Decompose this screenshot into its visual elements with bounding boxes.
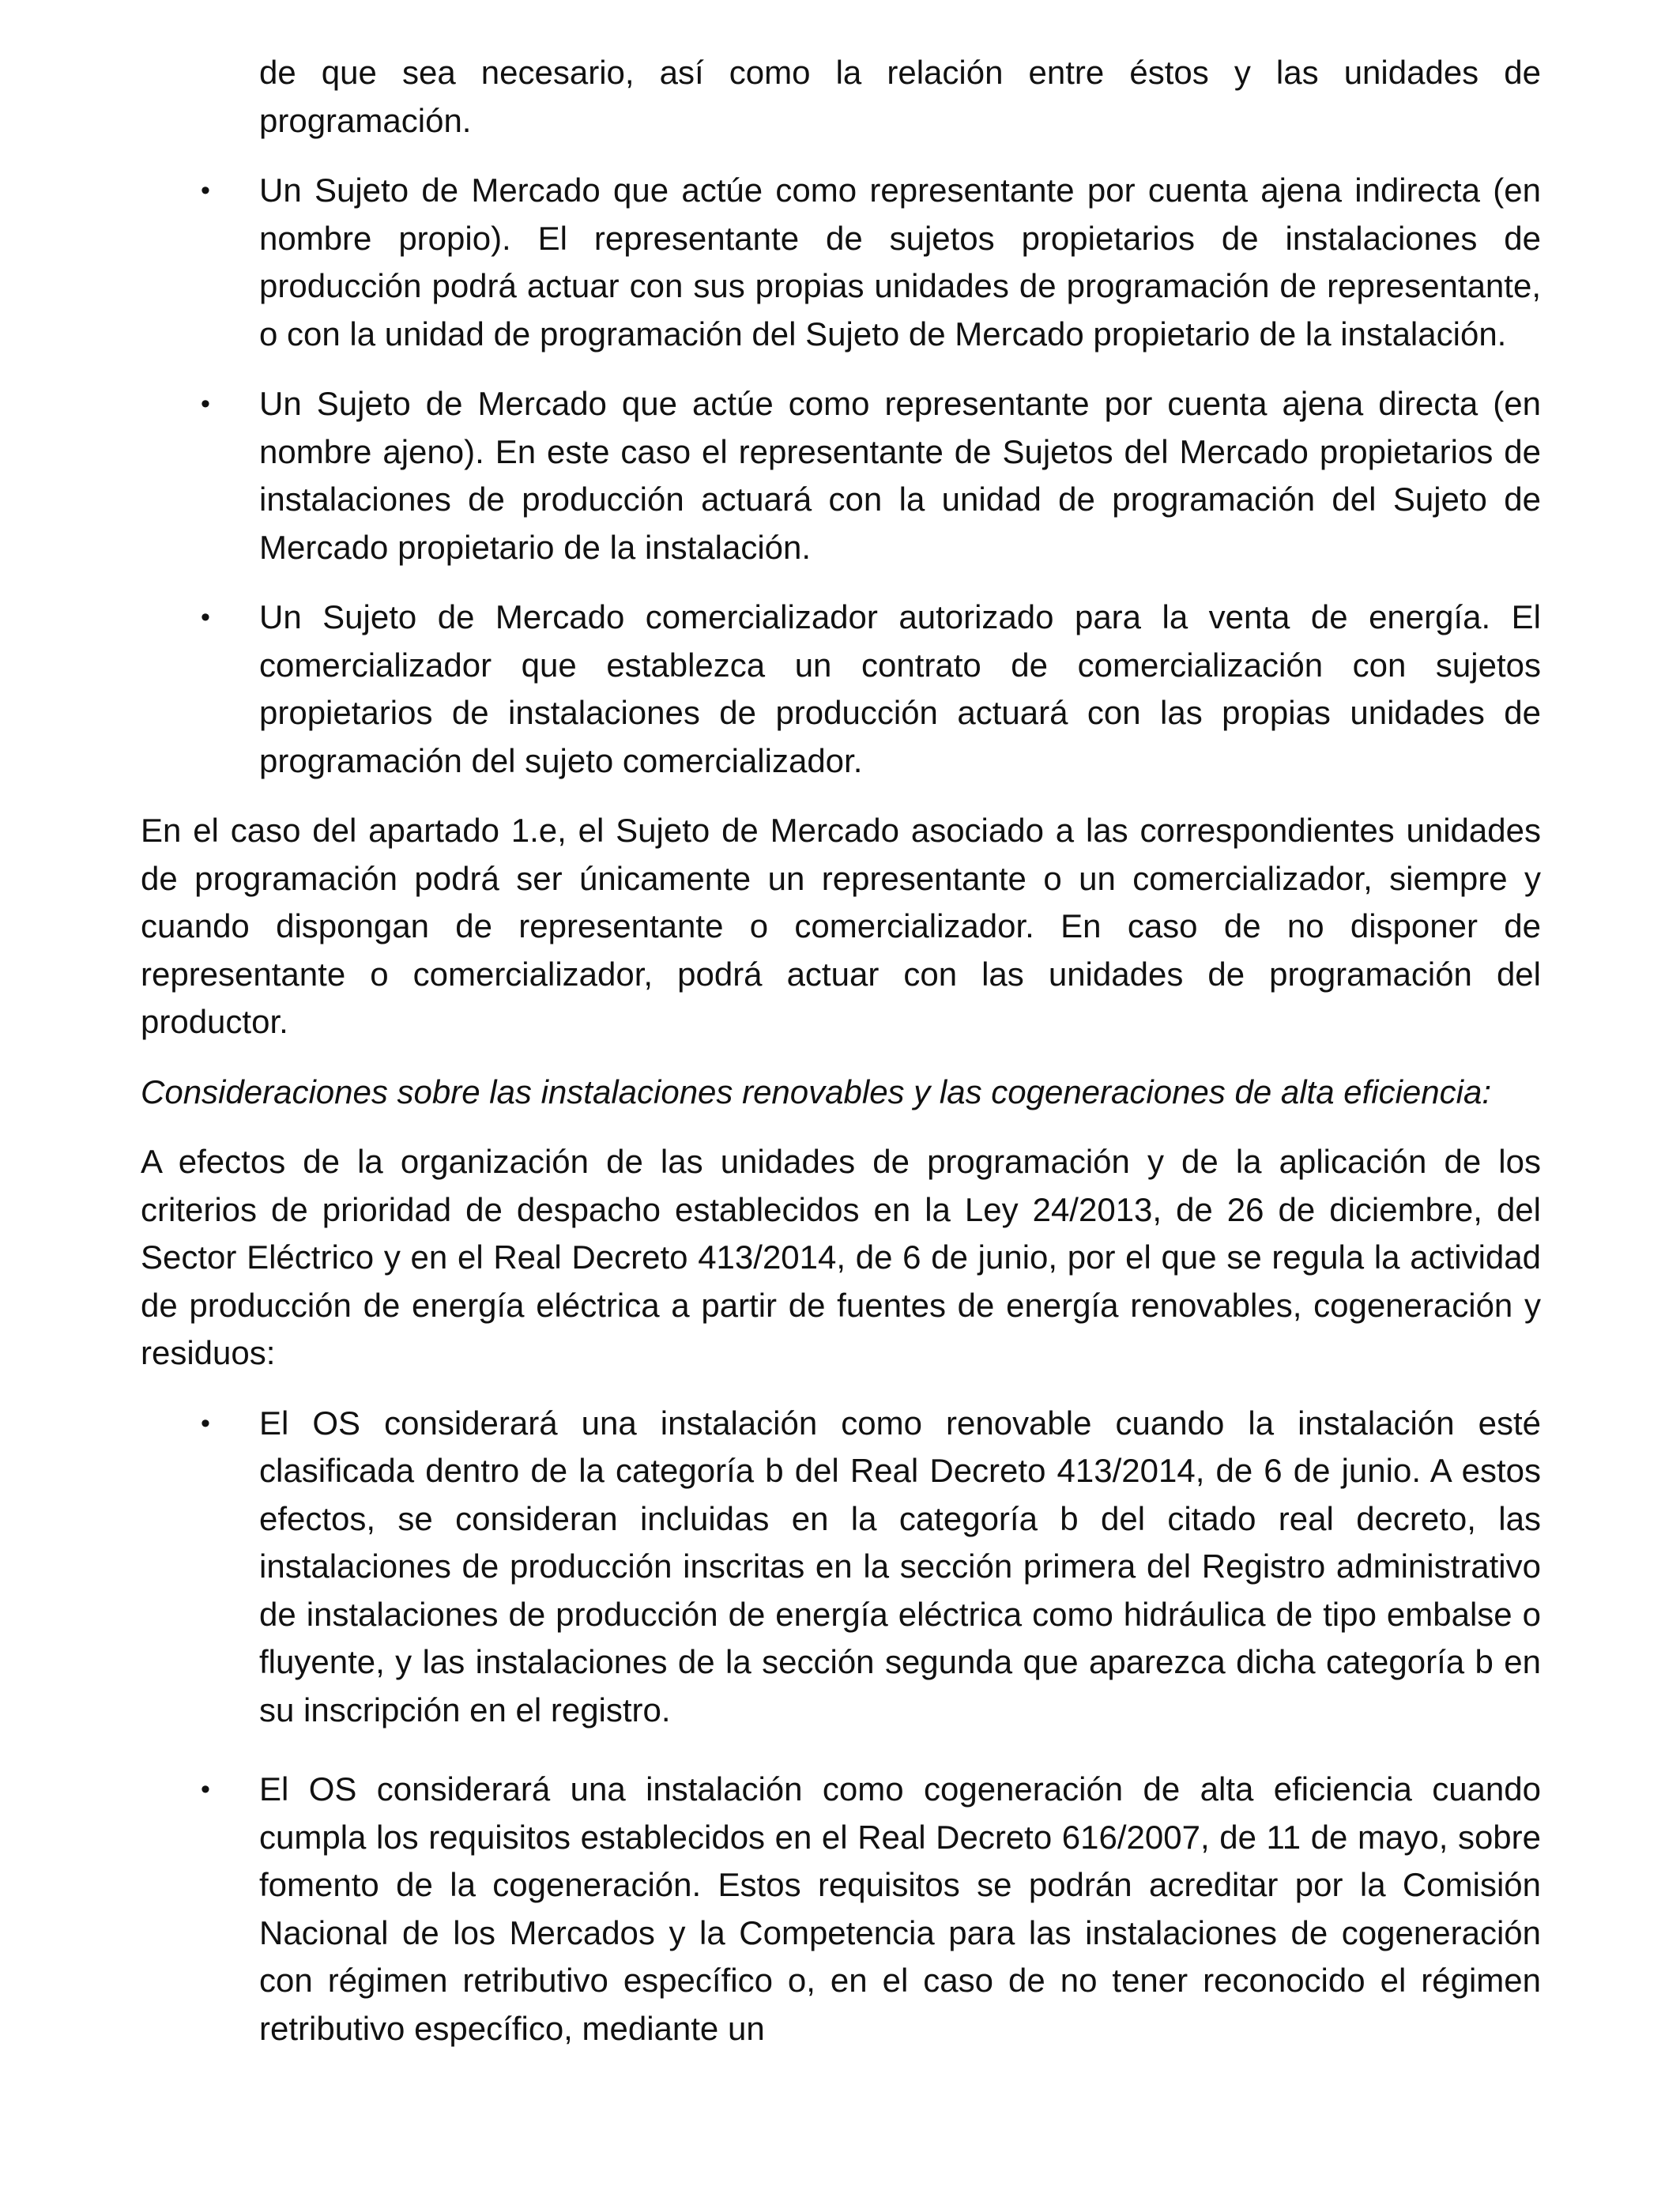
- list-item-text: Un Sujeto de Mercado comercializador autorizado para la venta de energía. El comercializador que establezca un contrato de comercialización con sujetos propietarios de instalaciones de producción actuará con las propias unidades de programación del sujeto comercializador.: [259, 598, 1541, 779]
- list-item-text: Un Sujeto de Mercado que actúe como representante por cuenta ajena indirecta (en nombre propio). El representante de sujetos propietarios de instalaciones de producción podrá actuar con sus propias unidades de programación de representante, o con la unidad de programación del Sujeto de Mercado propietario de la instalación.: [259, 172, 1541, 352]
- bullet-icon: •: [201, 389, 210, 419]
- continuation-text: de que sea necesario, así como la relación entre éstos y las unidades de programación.: [259, 54, 1541, 139]
- list-item: [141, 167, 1541, 358]
- bullet-icon: •: [201, 1774, 210, 1804]
- list-item: [141, 1766, 1541, 2053]
- list-item-text: El OS considerará una instalación como cogeneración de alta eficiencia cuando cumpla los requisitos establecidos en el Real Decreto 616/2007, de 11 de mayo, sobre fomento de la cogeneración. Estos requisitos se podrán acreditar por la Comisión Nacional de los Mercados y la Competencia para las instalaciones de cogeneración con régimen retributivo específico o, en el caso de no tener reconocido el régimen retributivo específico, mediante un: [259, 1770, 1541, 2047]
- list-item-text: El OS considerará una instalación como renovable cuando la instalación esté clasificada dentro de la categoría b del Real Decreto 413/2014, de 6 de junio. A estos efectos, se consideran incluidas en la categoría b del citado real decreto, las instalaciones de producción inscritas en la sección primera del Registro administrativo de instalaciones de producción de energía eléctrica como hidráulica de tipo embalse o fluyente, y las instalaciones de la sección segunda que aparezca dicha categoría b en su inscripción en el registro.: [259, 1404, 1541, 1728]
- paragraph-efectos: A efectos de la organización de las unidades de programación y de la aplicación de los criterios de prioridad de despacho establecidos en la Ley 24/2013, de 26 de diciembre, del Sector Eléctrico y en el Real Decreto 413/2014, de 6 de junio, por el que se regula la actividad de producción de energía eléctrica a partir de fuentes de energía renovables, cogeneración y residuos:: [141, 1143, 1541, 1371]
- list-item-text: Un Sujeto de Mercado que actúe como representante por cuenta ajena directa (en nombre ajeno). En este caso el representante de Sujetos del Mercado propietarios de instalaciones de producción actuará con la unidad de programación del Sujeto de Mercado propietario de la instalación.: [259, 385, 1541, 566]
- bullet-icon: •: [201, 1408, 210, 1438]
- criteria-list: [141, 1400, 1541, 2053]
- list-item: [141, 594, 1541, 785]
- representative-list: [141, 167, 1541, 785]
- bullet-icon: •: [201, 602, 210, 632]
- list-item: [141, 380, 1541, 571]
- bullet-icon: •: [201, 175, 210, 205]
- section-heading: Consideraciones sobre las instalaciones renovables y las cogeneraciones de alta eficiencia:: [141, 1072, 1491, 1110]
- paragraph-apartado-1e: En el caso del apartado 1.e, el Sujeto de Mercado asociado a las correspondientes unidades de programación podrá ser únicamente un representante o un comercializador, siempre y cuando dispongan de representante o comercializador. En caso de no disponer de representante o comercializador, podrá actuar con las unidades de programación del productor.: [141, 812, 1541, 1040]
- list-item: [141, 1400, 1541, 1735]
- document-page: [141, 49, 1541, 2084]
